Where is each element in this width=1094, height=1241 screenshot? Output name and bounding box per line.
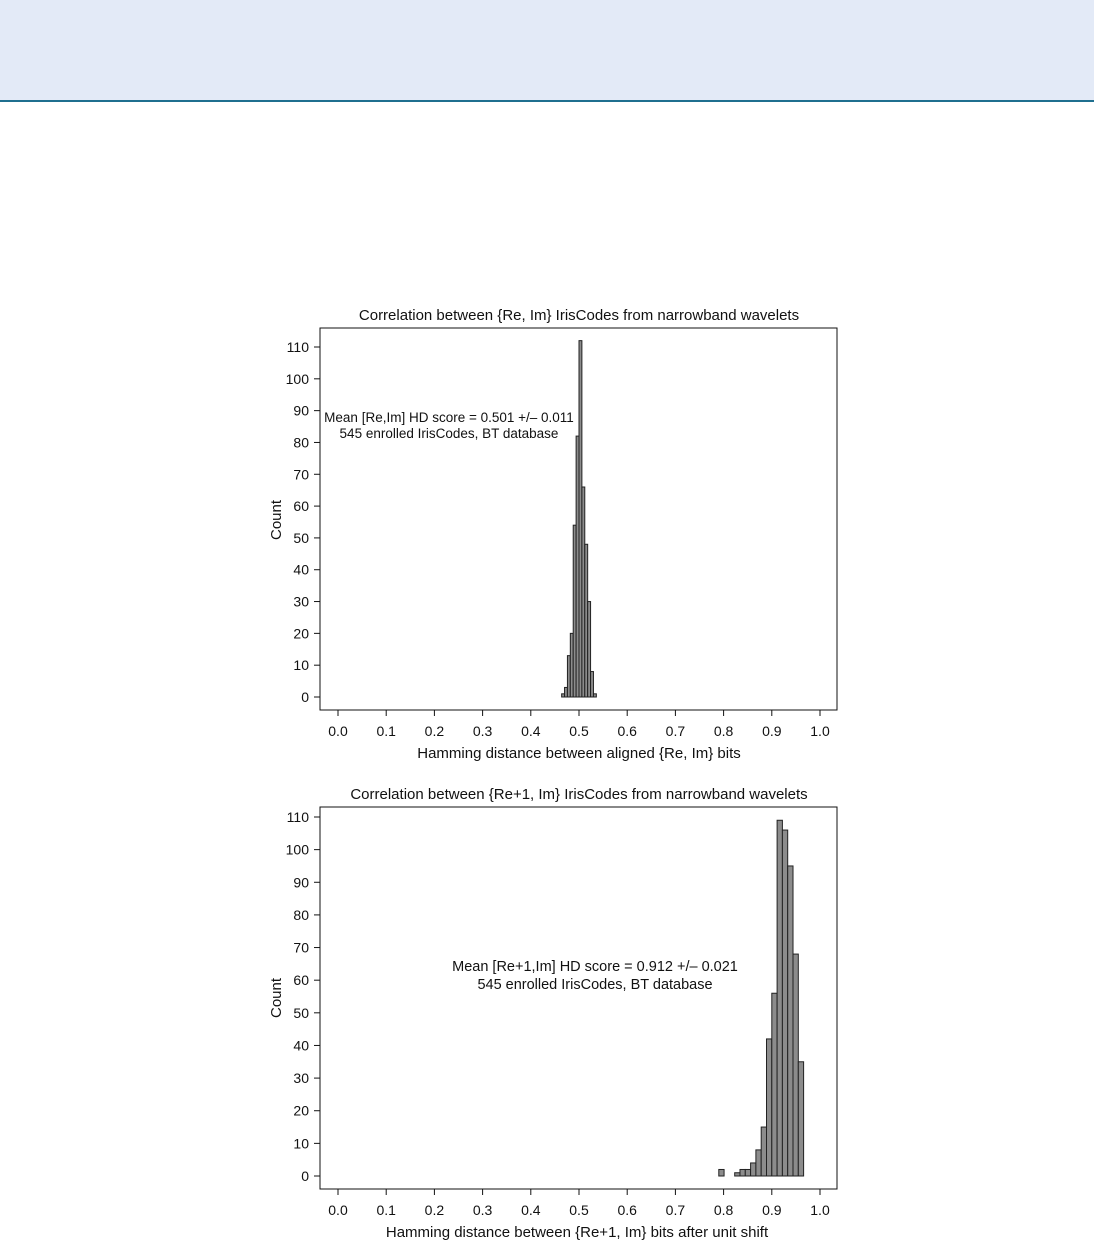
y-tick-label: 0 xyxy=(301,1168,309,1184)
chart-1-x-axis-label: Hamming distance between aligned {Re, Im} bits xyxy=(417,745,741,762)
chart-2 xyxy=(268,786,837,1241)
y-tick-label: 0 xyxy=(301,689,309,705)
chart-2-y-axis-label: Count xyxy=(268,977,285,1019)
y-tick-label: 60 xyxy=(293,972,309,989)
y-tick-label: 100 xyxy=(285,841,309,858)
x-tick-label: 0.6 xyxy=(617,1202,637,1218)
x-tick-label: 0.8 xyxy=(713,723,734,739)
chart-2-annotation-mean: Mean [Re+1,Im] HD score = 0.912 +/– 0.021 xyxy=(452,959,738,975)
y-tick-label: 70 xyxy=(293,939,309,956)
chart-2-bar xyxy=(735,1173,740,1176)
chart-2-bar xyxy=(745,1169,750,1176)
x-tick-label: 0.0 xyxy=(328,1202,348,1218)
x-tick-label: 0.9 xyxy=(762,723,782,739)
y-tick-label: 20 xyxy=(293,625,309,642)
chart-2-bar xyxy=(793,954,798,1176)
chart-1 xyxy=(268,307,837,762)
chart-2-bar xyxy=(767,1039,772,1176)
x-tick-label: 1.0 xyxy=(810,723,830,739)
chart-2-x-axis-label: Hamming distance between {Re+1, Im} bits after unit shift xyxy=(385,1224,769,1241)
x-tick-label: 0.5 xyxy=(569,1202,589,1218)
chart-2-y-ticks xyxy=(286,809,320,1184)
x-tick-label: 0.6 xyxy=(617,723,637,739)
y-tick-label: 70 xyxy=(293,466,309,483)
x-tick-label: 0.7 xyxy=(665,1202,686,1218)
chart-2-title: Correlation between {Re+1, Im} IrisCodes from narrowband wavelets xyxy=(350,786,808,803)
chart-1-bar xyxy=(591,672,594,697)
chart-1-title: Correlation between {Re, Im} IrisCodes from narrowband wavelets xyxy=(358,307,800,324)
chart-1-y-axis-label: Count xyxy=(268,499,285,541)
chart-2-bar xyxy=(788,866,793,1176)
chart-1-annotation-source: 545 enrolled IrisCodes, BT database xyxy=(339,426,559,441)
chart-2-x-ticks xyxy=(328,1189,830,1218)
chart-2-frame xyxy=(320,807,837,1189)
x-tick-label: 0.7 xyxy=(665,723,686,739)
chart-2-bar xyxy=(719,1169,724,1176)
chart-1-bar xyxy=(593,694,596,697)
y-tick-label: 50 xyxy=(293,529,309,546)
chart-1-annotation-mean: Mean [Re,Im] HD score = 0.501 +/– 0.011 xyxy=(324,410,574,425)
y-tick-label: 60 xyxy=(293,498,309,515)
y-tick-label: 110 xyxy=(286,809,309,825)
chart-1-x-ticks xyxy=(328,710,830,739)
chart-2-bar xyxy=(798,1062,803,1176)
y-tick-label: 50 xyxy=(293,1004,309,1021)
y-tick-label: 90 xyxy=(293,874,309,891)
x-tick-label: 0.1 xyxy=(376,1202,396,1218)
x-tick-label: 0.4 xyxy=(521,723,541,739)
x-tick-label: 1.0 xyxy=(810,1202,830,1218)
chart-2-bar xyxy=(777,820,782,1176)
y-tick-label: 10 xyxy=(293,1135,309,1152)
chart-2-bar xyxy=(772,993,777,1176)
chart-2-bar xyxy=(756,1150,761,1176)
x-tick-label: 0.0 xyxy=(328,723,348,739)
y-tick-label: 40 xyxy=(293,1037,309,1054)
x-tick-label: 0.9 xyxy=(762,1202,782,1218)
y-tick-label: 90 xyxy=(293,402,309,419)
y-tick-label: 100 xyxy=(285,370,309,387)
chart-2-bar xyxy=(751,1163,756,1176)
chart-1-y-ticks xyxy=(286,339,320,705)
y-tick-label: 80 xyxy=(293,434,309,451)
x-tick-label: 0.4 xyxy=(521,1202,541,1218)
x-tick-label: 0.2 xyxy=(424,1202,445,1218)
x-tick-label: 0.3 xyxy=(472,1202,493,1218)
y-tick-label: 80 xyxy=(293,906,309,923)
x-tick-label: 0.3 xyxy=(472,723,493,739)
y-tick-label: 10 xyxy=(293,657,309,674)
chart-2-bar xyxy=(782,830,787,1176)
y-tick-label: 30 xyxy=(293,593,309,610)
chart-2-bar xyxy=(761,1127,766,1176)
chart-2-bar xyxy=(740,1169,745,1176)
x-tick-label: 0.8 xyxy=(713,1202,734,1218)
y-tick-label: 40 xyxy=(293,561,309,578)
chart-1-bars xyxy=(562,341,597,697)
y-tick-label: 20 xyxy=(293,1102,309,1119)
chart-2-bars xyxy=(719,820,804,1176)
chart-2-annotation-source: 545 enrolled IrisCodes, BT database xyxy=(477,977,713,993)
y-tick-label: 110 xyxy=(286,339,309,355)
x-tick-label: 0.2 xyxy=(424,723,445,739)
y-tick-label: 30 xyxy=(293,1070,309,1087)
x-tick-label: 0.5 xyxy=(569,723,589,739)
x-tick-label: 0.1 xyxy=(376,723,396,739)
